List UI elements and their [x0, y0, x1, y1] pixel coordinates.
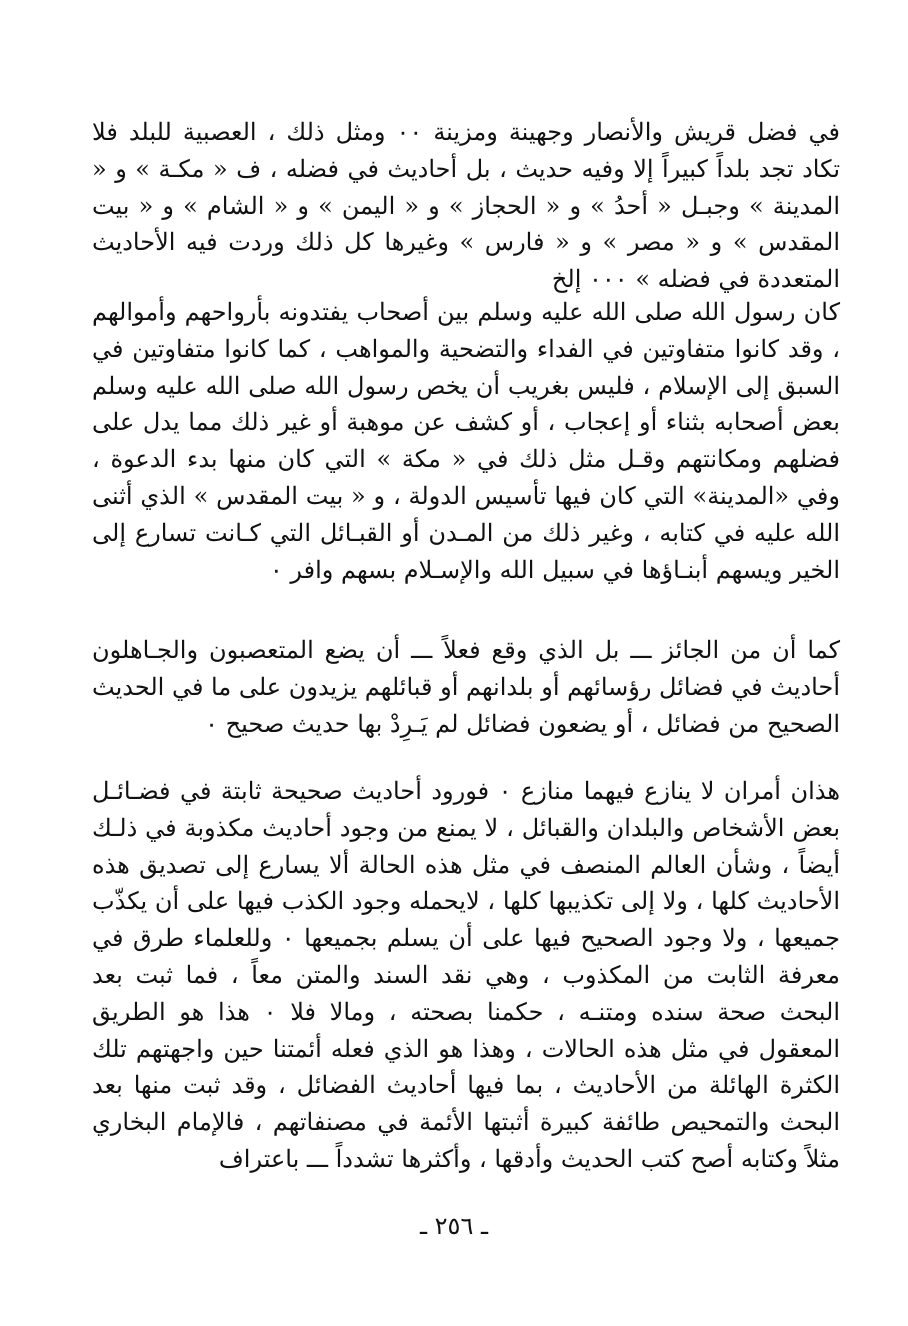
- paragraph-2: كان رسول الله صلى الله عليه وسلم بين أصحاب يفتدونه بأرواحهم وأموالهم ، وقد كانوا متفاوتين في الفداء والتضحية والمواهب ، كما كانوا متفاوتين في السبق إلى الإسلام ، فليس بغريب أن يخص رسول الله صلى الله عليه وسلم بعض أصحابه بثناء أو إعجاب ، أو كشف عن موهبة أو غير ذلك مما يدل على فضلهم ومكانتهم وقـل مثل ذلك في « مكة » التي كان منها بدء الدعوة ، وفي «المدينة» التي كان فيها تأسيس الدولة ، و « بيت المقدس » الذي أثنى الله عليه في كتابه ، وغير ذلك من المـدن أو القبـائل التي كـانت تسارع إلى الخير ويسهم أبنـاؤها في سبيل الله والإسـلام بسهم وافر ٠: [92, 298, 840, 584]
- paragraph-1: في فضل قريش والأنصار وجهينة ومزينة ٠٠ ومثل ذلك ، العصبية للبلد فلا تكاد تجد بلداً كبيراً إلا وفيه حديث ، بل أحاديث في فضله ، ف « مكـة » و « المدينة » وجبـل « أحدُ » و « الحجاز » و « اليمن » و « الشام » و « بيت المقدس » و « مصر » و « فارس » وغيرها كل ذلك وردت فيه الأحاديث المتعددة في فضله » ٠٠٠ إلخ: [92, 118, 841, 294]
- paragraph-3: كما أن من الجائز ـــ بل الذي وقع فعلاً ـــ أن يضع المتعصبون والجـاهلون أحاديث في فضائل رؤسائهم أو بلدانهم أو قبائلهم يزيدون على ما في الحديث الصحيح من فضائل ، أو يضعون فضائل لم يَـرِدْ بها حديث صحيح ٠: [92, 636, 840, 738]
- paragraph-4: هذان أمران لا ينازع فيهما منازع ٠ فورود أحاديث صحيحة ثابتة في فضـائـل بعض الأشخاص والبلدان والقبائل ، لا يمنع من وجود أحاديث مكذوبة في ذلـك أيضاً ، وشأن العالم المنصف في مثل هذه الحالة ألا يسارع إلى تصديق هذه الأحاديث كلها ، ولا إلى تكذيبها كلها ، لايحمله وجود الكذب فيها على أن يكذّب جميعها ، ولا وجود الصحيح فيها على أن يسلم بجميعها ٠ وللعلماء طرق في معرفة الثابت من المكذوب ، وهي نقد السند والمتن معاً ، فما ثبت بعد البحث صحة سنده ومتنـه ، حكمنا بصحته ، ومالا فلا ٠ هذا هو الطريق المعقول في مثل هذه الحالات ، وهذا هو الذي فعله أئمتنا حين واجهتهم تلك الكثرة الهائلة من الأحاديث ، بما فيها أحاديث الفضائل ، وقد ثبت منها بعد البحث والتمحيص طائفة كبيرة أثبتها الأئمة في مصنفاتهم ، فالإمام البخاري مثلاً وكتابه أصح كتب الحديث وأدقها ، وأكثرها تشدداً ـــ باعتراف: [92, 777, 841, 1173]
- page-number: ـ ٢٥٦ ـ: [419, 1212, 488, 1240]
